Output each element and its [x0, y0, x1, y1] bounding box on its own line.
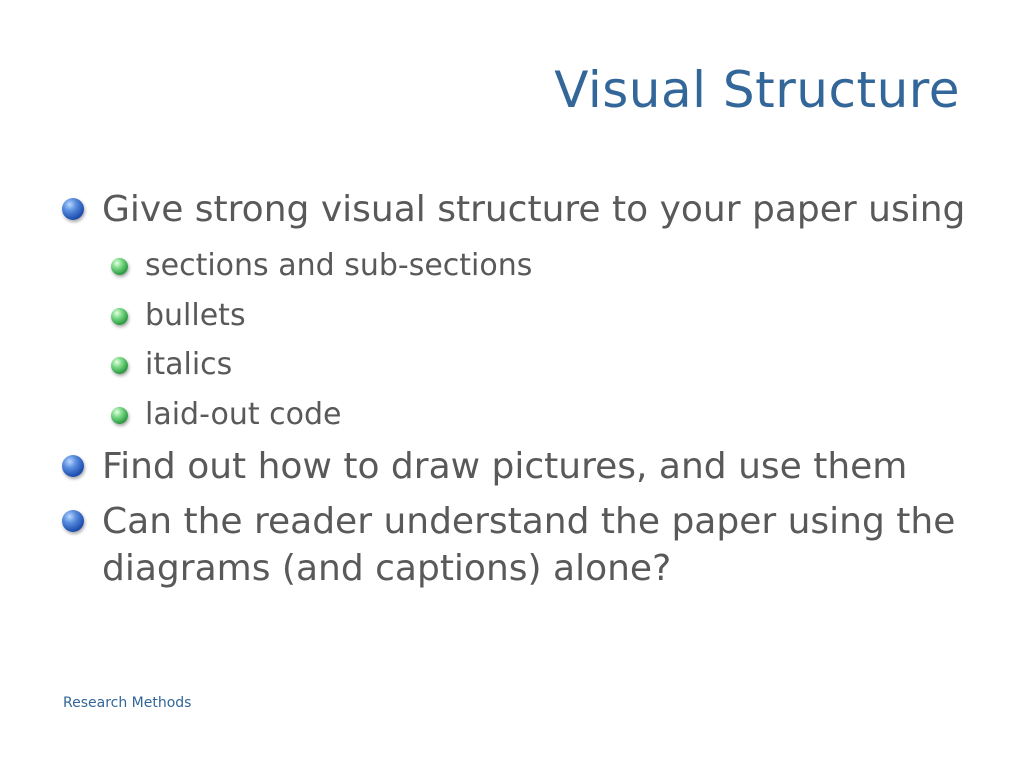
- slide-title: Visual Structure: [554, 61, 960, 119]
- green-sphere-bullet-icon: [111, 308, 128, 325]
- bullet-text: Can the reader understand the paper using the diagrams (and captions) alone?: [102, 501, 956, 589]
- bullet-text: Find out how to draw pictures, and use them: [102, 446, 908, 487]
- bullet-item: [60, 443, 980, 490]
- blue-sphere-bullet-icon: [62, 198, 84, 220]
- footer-label: Research Methods: [63, 695, 192, 711]
- bullet-item: [60, 186, 980, 233]
- green-sphere-bullet-icon: [111, 258, 128, 275]
- blue-sphere-bullet-icon: [62, 455, 84, 477]
- sub-bullet-item: [60, 340, 980, 390]
- sub-bullet-list: [60, 241, 980, 439]
- blue-sphere-bullet-icon: [62, 510, 84, 532]
- bullet-text: Give strong visual structure to your paper using: [102, 189, 966, 230]
- green-sphere-bullet-icon: [111, 407, 128, 424]
- sub-bullet-text: sections and sub-sections: [145, 248, 533, 283]
- sub-bullet-text: bullets: [145, 297, 246, 333]
- sub-bullet-item: [60, 390, 980, 440]
- sub-bullet-item: [60, 241, 980, 291]
- slide-content: [60, 186, 980, 600]
- sub-bullet-item: [60, 291, 980, 341]
- bullet-item: [60, 498, 980, 592]
- sub-bullet-text: laid-out code: [145, 396, 342, 432]
- sub-bullet-text: italics: [145, 347, 233, 382]
- green-sphere-bullet-icon: [111, 357, 128, 374]
